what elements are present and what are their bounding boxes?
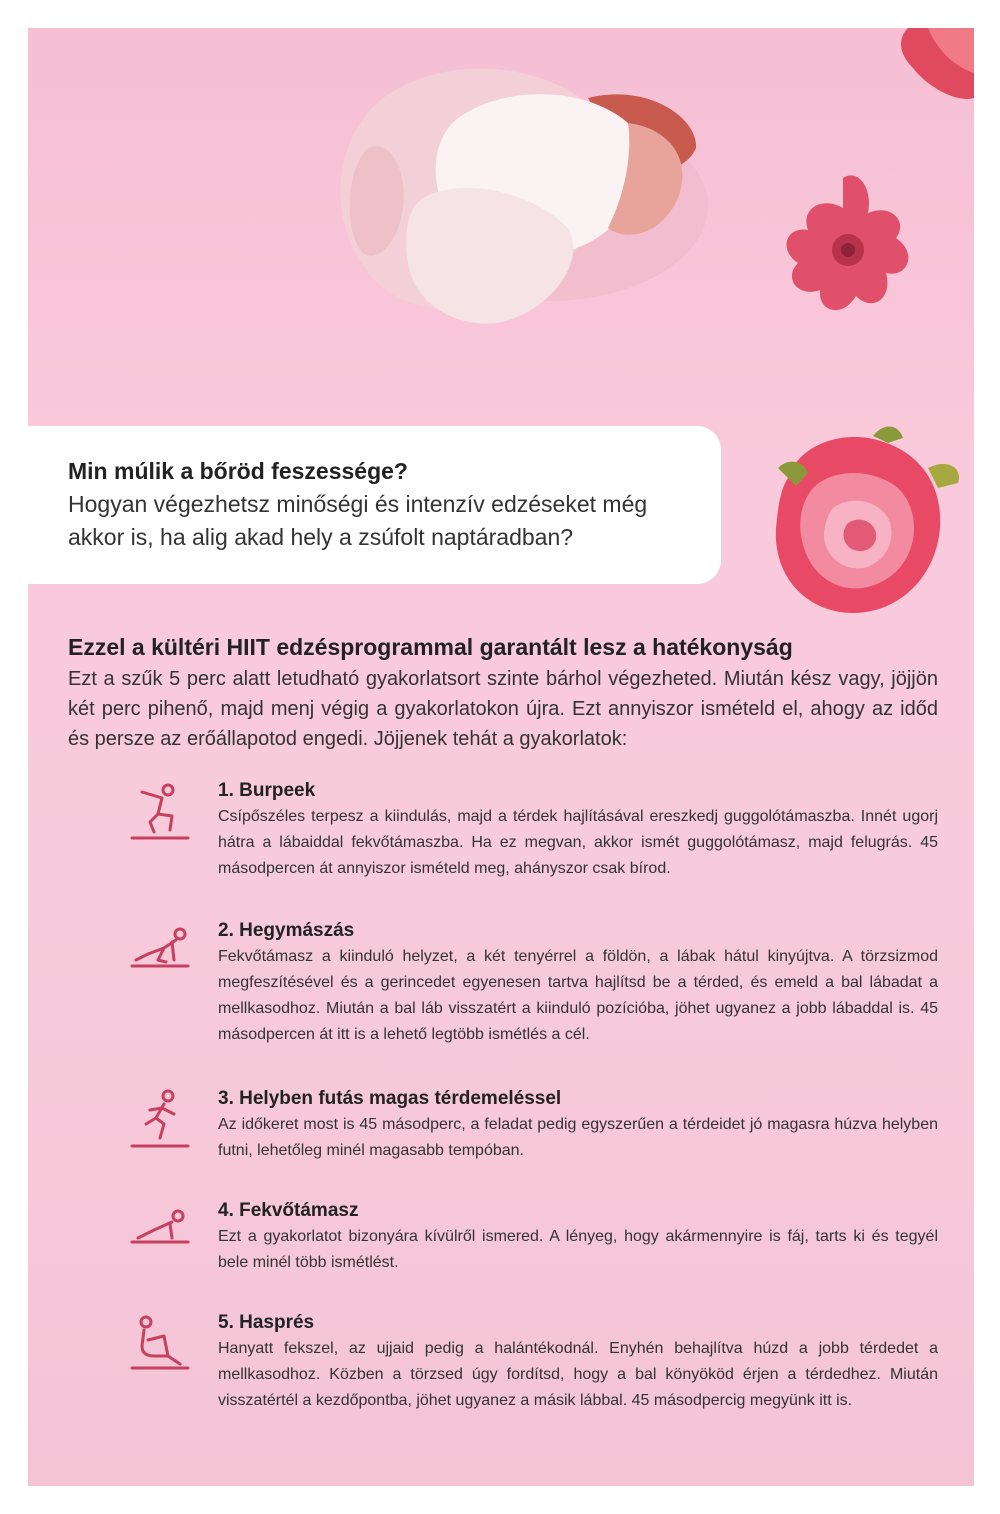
exercise-title: 5. Hasprés (218, 1312, 315, 1333)
intro-title: Min múlik a bőröd feszessége? (68, 458, 408, 484)
exercise-text: Fekvőtámasz a kiinduló helyzet, a két tenyérrel a földön, a lábak hátul kinyújtva. A törzsizmod megfeszítésével és a gerincedet egyenesen tartva hajlítsd be a térded, és emeld a bal lábadat a mellkasodhoz. Miután a bal láb visszatért a kiinduló pozícióba, jöhet ugyanez a jobb lábaddal is. 45 másodpercen át itt is a lehető legtöbb ismétlés a cél. (218, 948, 938, 1043)
squat-icon (128, 780, 192, 844)
page-background (28, 28, 974, 1486)
intro-box (28, 426, 721, 584)
small-pink-flower-image (787, 175, 909, 310)
mountain-climber-icon (128, 920, 192, 984)
exercise-title: 1. Burpeek (218, 780, 316, 801)
magnolia-flower-image (340, 69, 708, 324)
section-text: Ezt a szűk 5 perc alatt letudható gyakorlatsort szinte bárhol végezheted. Miután kész vagy, jöjjön két perc pihenő, majd menj végig a gyakorlatokon újra. Ezt annyiszor ismételd el, ahogy az időd és persze az erőállapotod engedi. Jöjjenek tehát a gyakorlatok: (68, 668, 938, 750)
exercise-text: Ezt a gyakorlatot bizonyára kívülről ismered. A lényeg, hogy akármennyire is fáj, tarts ki és tegyél bele minél több ismétlést. (218, 1228, 938, 1271)
exercise-text: Hanyatt fekszel, az ujjaid pedig a halántékodnál. Enyhén behajlítva húzd a jobb térdedet a mellkasodhoz. Közben a törzsed úgy fordítsd, hogy a bal könyököd érjen a térdedhez. Miután visszatértél a kezdőpontba, jöhet ugyanez a másik lábbal. 45 másodpercig megyünk itt is. (218, 1340, 938, 1409)
corner-flower-image (901, 28, 974, 99)
intro-text: Hogyan végezhetsz minőségi és intenzív edzéseket még akkor is, ha alig akad hely a zsúfolt naptáradban? (68, 491, 648, 550)
push-up-icon (128, 1200, 192, 1264)
running-icon (128, 1088, 192, 1152)
exercise-title: 3. Helyben futás magas térdemeléssel (218, 1088, 562, 1109)
exercise-text: Csípőszéles terpesz a kiindulás, majd a térdek hajlításával ereszkedj guggolótámaszba. Innét ugorj hátra a lábaiddal fekvőtámaszba. Ha ez megvan, akkor ismét guggolótámasz, majd felugrás. 45 másodpercen át annyiszor ismételd meg, ahányszor csak bírod. (218, 808, 938, 877)
section-title: Ezzel a kültéri HIIT edzésprogrammal garantált lesz a hatékonyság (68, 634, 793, 660)
exercise-title: 2. Hegymászás (218, 920, 355, 941)
crunch-icon (128, 1312, 192, 1376)
exercise-title: 4. Fekvőtámasz (218, 1200, 359, 1221)
exercise-text: Az időkeret most is 45 másodperc, a feladat pedig egyszerűen a térdeidet jó magasra húzva helyben futni, lehetőleg minél magasabb tempóban. (218, 1116, 938, 1159)
peony-flower-image (776, 426, 959, 613)
